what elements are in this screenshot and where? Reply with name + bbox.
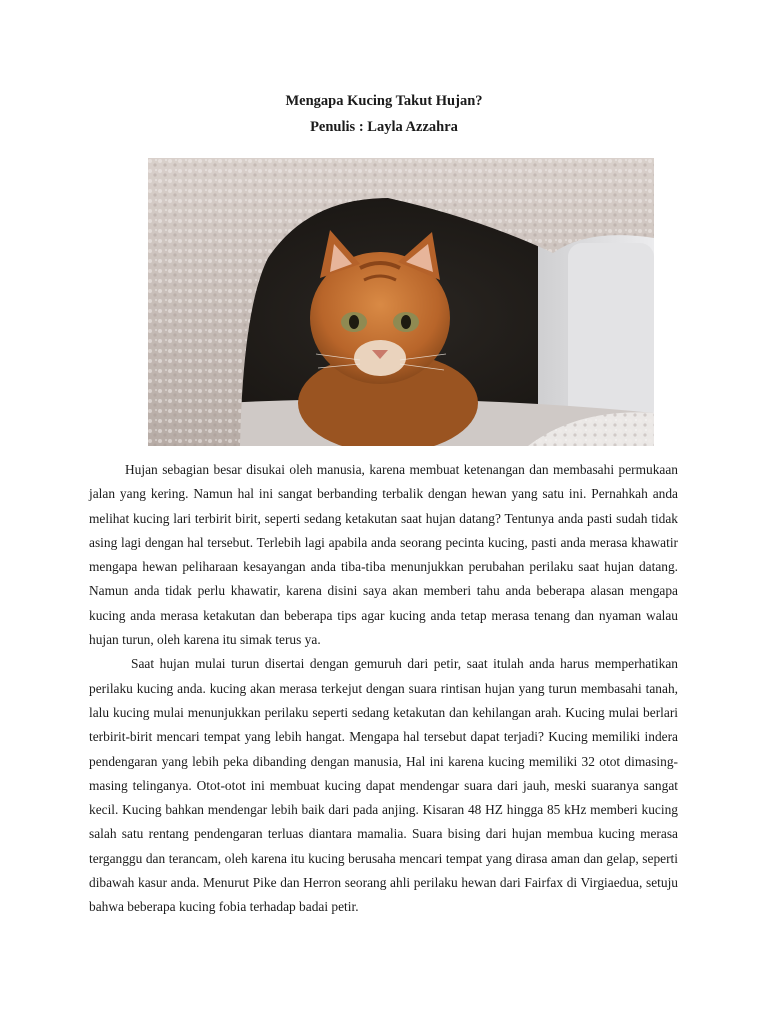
paragraph-2: Saat hujan mulai turun disertai dengan gemuruh dari petir, saat itulah anda harus memperhatikan perilaku kucing anda. kucing akan merasa terkejut dengan suara rintisan hujan yang turun membasahi tanah, lalu kucing mulai menunjukkan perilaku seperti sedang ketakutan dan kehilangan arah. Kucing mulai berlari terbirit-birit mencari tempat yang lebih hangat. Mengapa hal tersebut dapat terjadi? Kucing memiliki indera pendengaran yang lebih peka dibanding dengan manusia, Hal ini karena kucing memiliki 32 otot dimasing-masing telinganya. Otot-otot ini membuat kucing dapat mendengar suara dari jauh, meski suaranya sangat kecil. Kucing bahkan mendengar lebih baik dari pada anjing. Kisaran 48 HZ hingga 85 kHz memberi kucing salah satu rentang pendengaran terluas diantara mamalia. Suara bising dari hujan membua kucing merasa terganggu dan terancam, oleh karena itu kucing berusaha mencari tempat yang dirasa aman dan gelap, seperti dibawah kasur anda. Menurut Pike dan Herron seorang ahli perilaku hewan dari Fairfax di Virgiaedua, setuju bahwa beberapa kucing fobia terhadap badai petir. <box>89 656 678 915</box>
paragraph-1: Hujan sebagian besar disukai oleh manusia, karena membuat ketenangan dan membasahi permukaan jalan yang kering. Namun hal ini sangat berbanding terbalik dengan hewan yang satu ini. Pernahkah anda melihat kucing lari terbirit birit, seperti sedang ketakutan saat hujan datang? Tentunya anda pasti sudah tidak asing lagi dengan hal tersebut. Terlebih lagi apabila anda seorang pecinta kucing, pasti anda merasa khawatir mengapa hewan peliharaan kesayangan anda tiba-tiba menunjukkan perubahan perilaku saat hujan datang. Namun anda tidak perlu khawatir, karena disini saya akan memberi tahu anda beberapa alasan mengapa kucing anda merasa ketakutan dan beberapa tips agar kucing anda tetap merasa tenang dan nyaman walau hujan turun, oleh karena itu simak terus ya. <box>89 462 678 648</box>
cat-photo <box>148 158 654 446</box>
author-line: Penulis : Layla Azzahra <box>310 119 458 135</box>
document-title: Mengapa Kucing Takut Hujan? <box>285 93 483 109</box>
article-body <box>89 458 678 920</box>
